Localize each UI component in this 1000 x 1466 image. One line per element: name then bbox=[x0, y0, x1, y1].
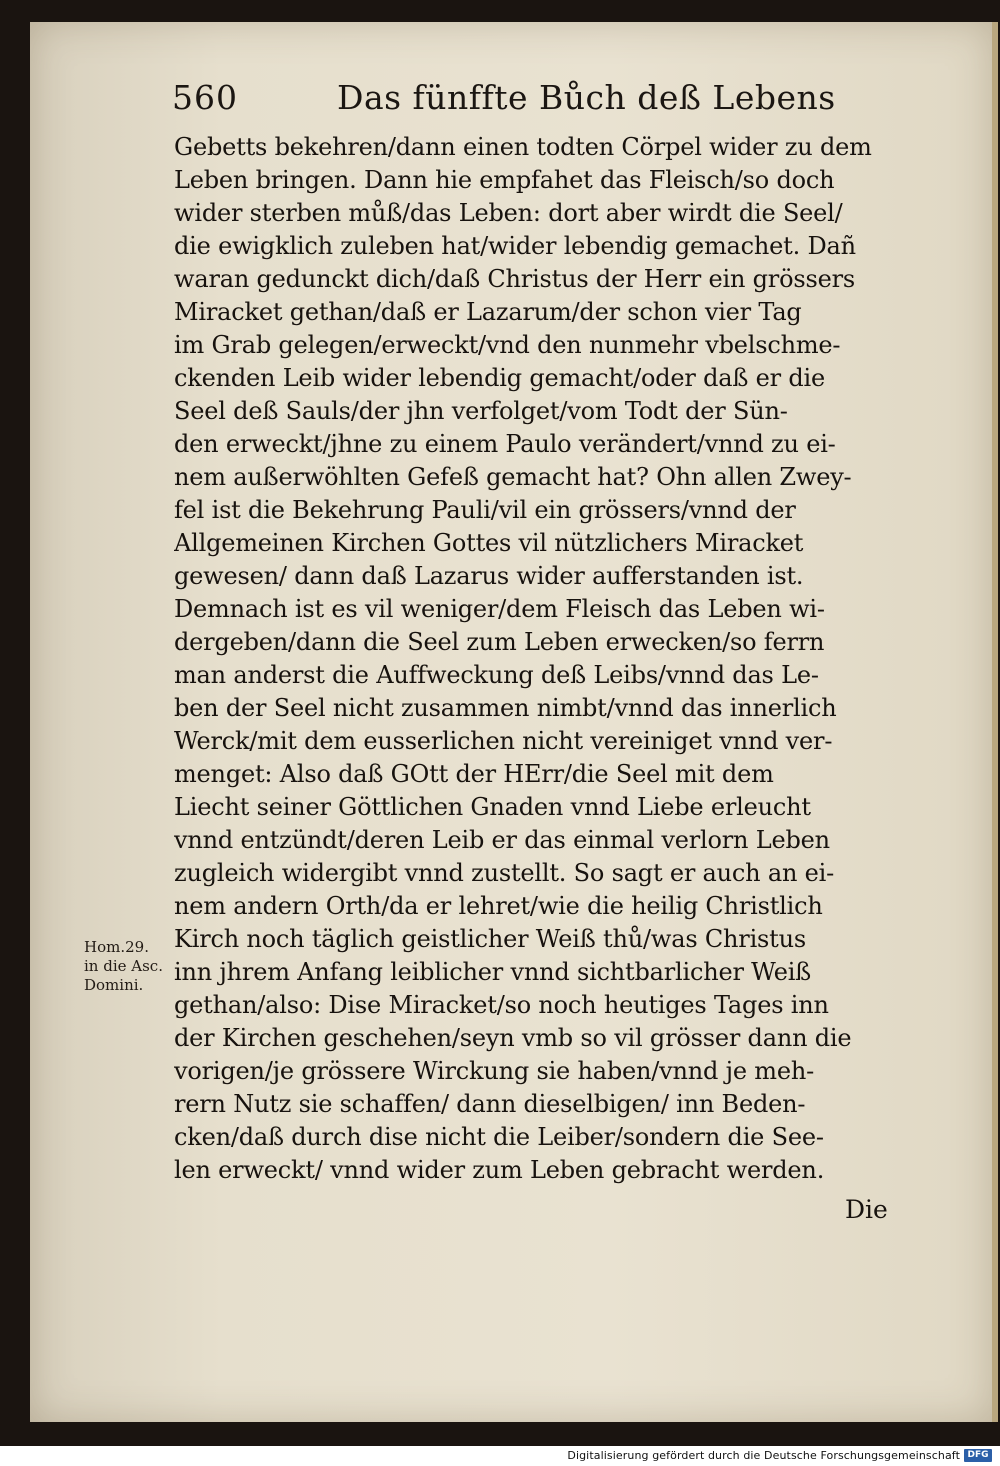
text-line: Werck/mit dem eusserlichen nicht vereiniget vnnd ver- bbox=[174, 727, 833, 755]
text-line: vorigen/je grössere Wirckung sie haben/vnnd je meh- bbox=[174, 1057, 815, 1085]
text-line: menget: Also daß GOtt der HErr/die Seel mit dem bbox=[174, 760, 774, 788]
text-line: nem außerwöhlten Gefeß gemacht hat? Ohn allen Zwey- bbox=[174, 463, 852, 491]
text-line: ben der Seel nicht zusammen nimbt/vnnd das innerlich bbox=[174, 694, 837, 722]
footer-credit: Digitalisierung gefördert durch die Deutsche Forschungsgemeinschaft bbox=[567, 1449, 960, 1462]
text-line: Miracket gethan/daß er Lazarum/der schon vier Tag bbox=[174, 298, 802, 326]
text-line: Kirch noch täglich geistlicher Weiß thů/was Christus bbox=[174, 925, 806, 953]
text-line: Gebetts bekehren/dann einen todten Cörpel wider zu dem bbox=[174, 133, 872, 161]
text-line: inn jhrem Anfang leiblicher vnnd sichtbarlicher Weiß bbox=[174, 958, 812, 986]
text-line: den erweckt/jhne zu einem Paulo verändert/vnnd zu ei- bbox=[174, 430, 836, 458]
text-line: vnnd entzündt/deren Leib er das einmal verlorn Leben bbox=[174, 826, 830, 854]
body-text bbox=[174, 131, 906, 1187]
text-line: Leben bringen. Dann hie empfahet das Fleisch/so doch bbox=[174, 166, 835, 194]
text-line: dergeben/dann die Seel zum Leben erwecken/so ferrn bbox=[174, 628, 825, 656]
text-line: waran gedunckt dich/daß Christus der Herr ein grössers bbox=[174, 265, 855, 293]
text-line: zugleich widergibt vnnd zustellt. So sagt er auch an ei- bbox=[174, 859, 835, 887]
text-line: der Kirchen geschehen/seyn vmb so vil grösser dann die bbox=[174, 1024, 852, 1052]
text-line: Liecht seiner Göttlichen Gnaden vnnd Liebe erleucht bbox=[174, 793, 811, 821]
catchword: Die bbox=[845, 1195, 888, 1224]
dfg-logo: DFG bbox=[964, 1449, 992, 1462]
text-line: len erweckt/ vnnd wider zum Leben gebracht werden. bbox=[174, 1156, 825, 1184]
marginal-note bbox=[84, 938, 174, 995]
text-line: Allgemeinen Kirchen Gottes vil nützlichers Miracket bbox=[174, 529, 804, 557]
text-line: gewesen/ dann daß Lazarus wider aufferstanden ist. bbox=[174, 562, 804, 590]
marginal-note-line: Domini. bbox=[84, 976, 144, 994]
text-line: nem andern Orth/da er lehret/wie die heilig Christlich bbox=[174, 892, 823, 920]
text-line: man anderst die Auffweckung deß Leibs/vnnd das Le- bbox=[174, 661, 819, 689]
marginal-note-line: Hom.29. bbox=[84, 938, 149, 956]
page-header bbox=[172, 78, 892, 124]
footer-bar bbox=[0, 1446, 1000, 1466]
text-line: die ewigklich zuleben hat/wider lebendig gemachet. Dañ bbox=[174, 232, 856, 260]
text-line: fel ist die Bekehrung Pauli/vil ein grössers/vnnd der bbox=[174, 496, 796, 524]
marginal-note-line: in die Asc. bbox=[84, 957, 163, 975]
text-line: ckenden Leib wider lebendig gemacht/oder daß er die bbox=[174, 364, 825, 392]
text-line: Demnach ist es vil weniger/dem Fleisch das Leben wi- bbox=[174, 595, 825, 623]
text-line: rern Nutz sie schaffen/ dann dieselbigen/ inn Beden- bbox=[174, 1090, 806, 1118]
text-line: im Grab gelegen/erweckt/vnd den nunmehr vbelschme- bbox=[174, 331, 841, 359]
text-line: Seel deß Sauls/der jhn verfolget/vom Todt der Sün- bbox=[174, 397, 788, 425]
text-line: cken/daß durch dise nicht die Leiber/sondern die See- bbox=[174, 1123, 824, 1151]
page-number: 560 bbox=[172, 78, 238, 117]
text-line: wider sterben můß/das Leben: dort aber wirdt die Seel/ bbox=[174, 199, 843, 227]
running-title: Das fünffte Bůch deß Lebens bbox=[337, 78, 836, 117]
text-line: gethan/also: Dise Miracket/so noch heutiges Tages inn bbox=[174, 991, 829, 1019]
